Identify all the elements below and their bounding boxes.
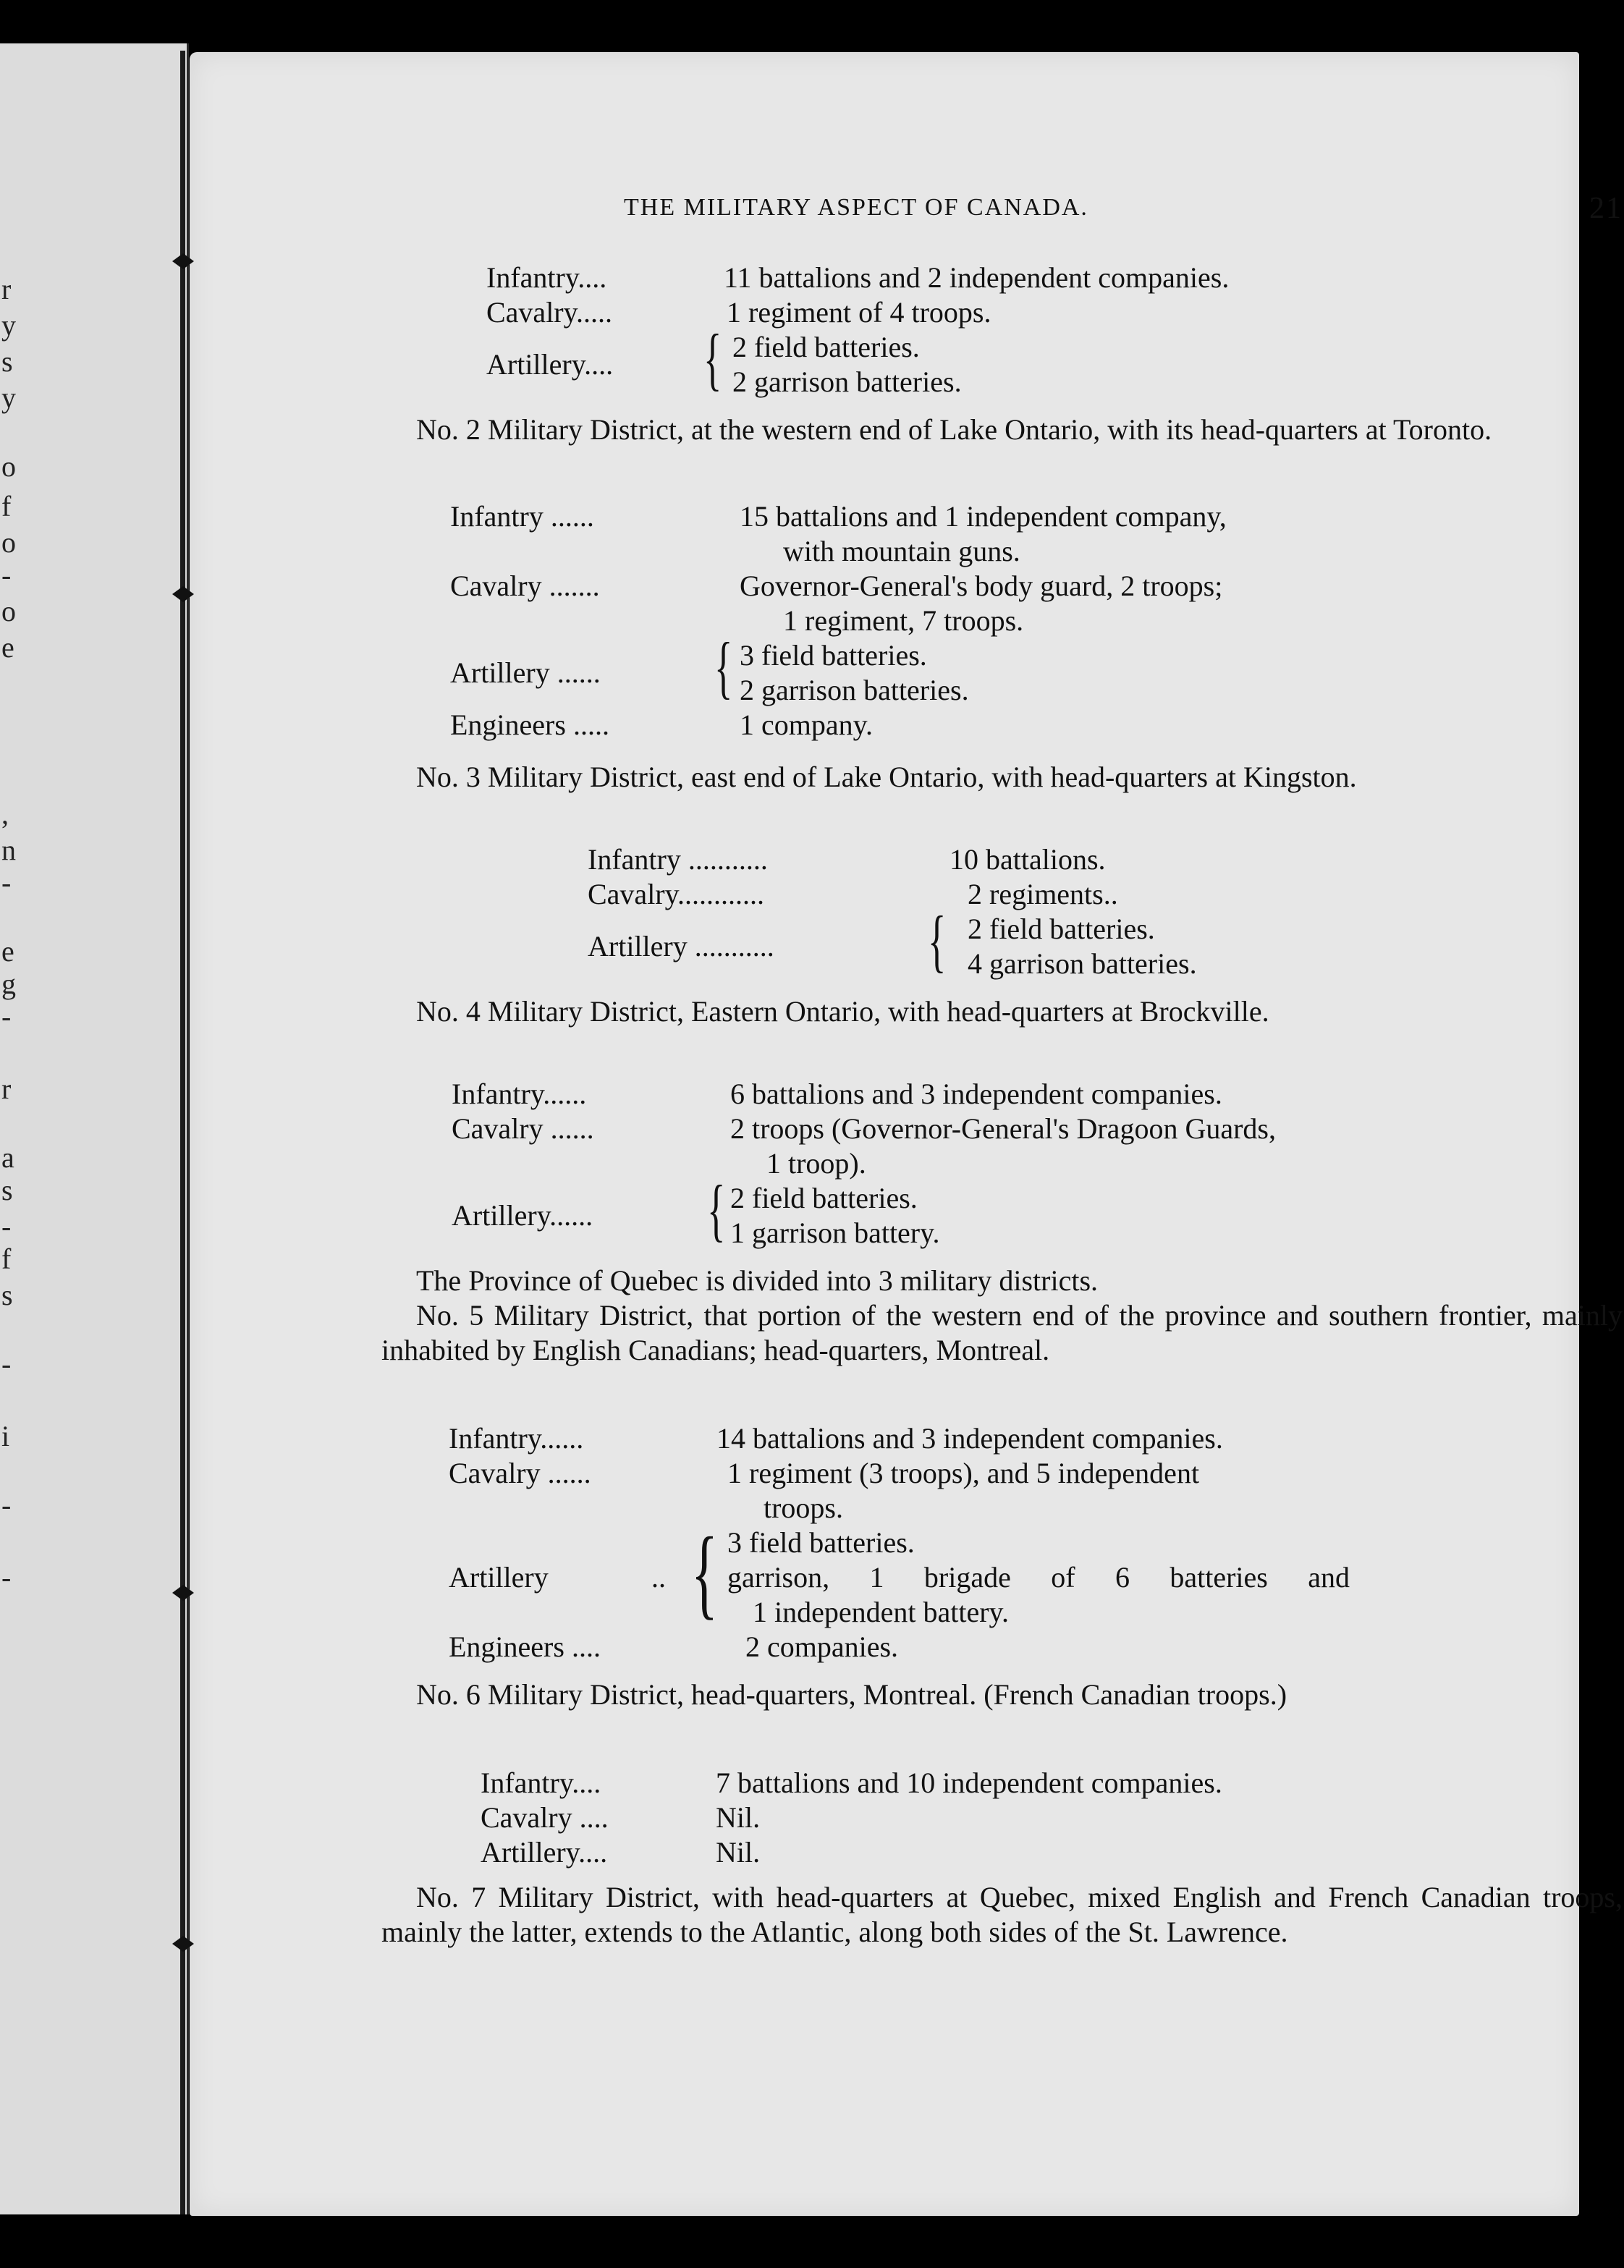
list-item [449,1491,1621,1526]
branch-value: 2 field batteries. [732,331,920,363]
brace-glyph: { [714,628,733,706]
district6-intro [381,1677,1623,1712]
list-item [449,1517,1621,1630]
list-item [481,1835,1610,1870]
list-item [450,534,1608,569]
paragraph-text: No. 6 Military District, head-quarters, Montreal. (French Canadian troops.) [416,1678,1287,1711]
list-item [452,1146,1624,1181]
branch-value: 1 troop). [766,1147,866,1180]
branch-label: Cavalry ....... [450,570,600,602]
branch-label: Cavalry ...... [452,1112,594,1145]
facing-page-fragment: - [1,559,12,591]
facing-page-fragment: - [1,1000,12,1033]
facing-page-fragment: s [1,345,13,378]
branch-value: 3 field batteries. [727,1526,915,1559]
list-item [449,1456,1621,1491]
facing-page-fragment: g [1,968,16,1000]
branch-value: 2 garrison batteries. [740,674,969,706]
branch-label: Infantry ...... [450,500,594,533]
facing-page-fragment: - [1,1347,12,1380]
quebec-paragraph [381,1264,1623,1298]
facing-page-fragment: o [1,595,16,627]
facing-page-fragment: - [1,1210,12,1243]
district2-list [450,499,1608,742]
branch-label: Infantry.... [486,261,607,294]
list-item [452,1077,1624,1112]
branch-value: Nil. [716,1836,761,1869]
facing-page-fragment: - [1,1489,12,1521]
branch-value: 4 garrison batteries. [968,947,1197,980]
facing-page-fragment: y [1,309,16,342]
list-item [588,877,1601,912]
branch-value: Governor-General's body guard, 2 troops; [740,570,1223,602]
district3-intro [381,760,1623,795]
list-item [486,320,1572,399]
facing-page-fragment: - [1,866,12,899]
district3-list [588,842,1601,981]
branch-label: Artillery...... [452,1199,593,1232]
paragraph-text: The Province of Quebec is divided into 3 military districts. [416,1264,1099,1297]
branch-label: Infantry...... [452,1078,587,1110]
district5-intro [381,1298,1623,1368]
branch-value: 10 battalions. [950,843,1106,876]
branch-label: Engineers .... [449,1630,601,1663]
facing-page-fragment: s [1,1279,13,1311]
facing-page-fragment: e [1,631,14,664]
branch-value: 14 battalions and 3 independent companies. [716,1422,1223,1455]
district5-list [449,1421,1621,1664]
branch-value: 2 garrison batteries. [732,365,962,398]
district6-list [481,1766,1610,1870]
district4-intro [381,994,1623,1029]
paragraph-text: No. 5 Military District, that portion of the western end of the province and southern frontier, mainly inhabited by English Canadians; head-quarters, Montreal. [381,1299,1623,1366]
facing-page-edge [0,43,189,2214]
list-item [588,902,1601,981]
branch-label: Cavalry ...... [449,1457,591,1489]
branch-value: 6 battalions and 3 independent companies. [730,1078,1222,1110]
list-item [588,842,1601,877]
facing-page-fragment: n [1,834,16,866]
district1-list [486,261,1572,399]
list-item [452,1171,1624,1251]
paragraph-text: No. 4 Military District, Eastern Ontario, with head-quarters at Brockville. [416,995,1269,1028]
branch-value: 11 battalions and 2 independent companies. [724,261,1230,294]
list-item [481,1801,1610,1835]
facing-page-fragment: o [1,450,16,483]
facing-page-fragment: a [1,1141,14,1174]
branch-label: Artillery [449,1561,549,1594]
branch-value: 2 companies. [745,1630,899,1663]
branch-label: Artillery ........... [588,930,774,962]
branch-label: Infantry ........... [588,843,768,876]
facing-page-fragment: o [1,526,16,559]
list-item [486,261,1572,295]
branch-label: Cavalry............ [588,878,765,910]
list-item [450,604,1608,638]
facing-page-fragment: f [1,1243,12,1275]
binding-line [180,51,185,2214]
list-item [452,1112,1624,1146]
branch-value: 2 troops (Governor-General's Dragoon Guards, [730,1112,1276,1145]
branch-value: 1 regiment of 4 troops. [727,296,991,329]
list-item [449,1630,1621,1664]
paragraph-text: No. 2 Military District, at the western end of Lake Ontario, with its head-quarters at Toronto. [416,413,1492,446]
facing-page-fragment: r [1,1072,12,1105]
paragraph-text: No. 7 Military District, with head-quarters at Quebec, mixed English and French Canadian troops, mainly the latter, extends to the Atlantic, along both sides of the St. Lawrence. [381,1881,1623,1948]
branch-label: Cavalry..... [486,296,613,329]
branch-value: 1 company. [740,708,874,741]
list-item [450,499,1608,534]
list-item [481,1766,1610,1801]
branch-value: troops. [764,1491,843,1524]
branch-value: garrison, 1 brigade of 6 batteries and [727,1561,1350,1594]
branch-value: with mountain guns. [783,535,1020,567]
list-item [449,1421,1621,1456]
brace-glyph: { [691,1517,718,1629]
running-title: THE MILITARY ASPECT OF CANADA. [624,194,1088,221]
branch-label: Artillery ...... [450,656,601,689]
branch-label: Artillery.... [486,348,614,381]
branch-value: 1 garrison battery. [730,1216,940,1249]
branch-value: 3 field batteries. [740,639,927,672]
branch-label: Artillery.... [481,1836,608,1869]
paragraph-text: No. 3 Military District, east end of Lake Ontario, with head-quarters at Kingston. [416,761,1357,793]
facing-page-fragment: f [1,490,12,522]
branch-value: 1 regiment (3 troops), and 5 independent [727,1457,1200,1489]
brace-glyph: { [928,902,947,979]
branch-label: Cavalry .... [481,1801,609,1834]
branch-value: 7 battalions and 10 independent companies. [716,1766,1222,1799]
branch-value: 2 field batteries. [968,913,1155,945]
branch-label: Engineers ..... [450,708,609,741]
branch-value: Nil. [716,1801,761,1834]
brace-glyph: { [707,1171,726,1248]
leader-dots: .. [651,1561,666,1594]
list-item [486,295,1572,330]
facing-page-fragment: - [1,1561,12,1594]
branch-value: 1 independent battery. [753,1596,1009,1628]
branch-value: 2 regiments.. [968,878,1118,910]
branch-label: Infantry...... [449,1422,584,1455]
district2-intro [381,412,1623,447]
branch-label: Infantry.... [481,1766,601,1799]
list-item [450,708,1608,742]
facing-page-fragment: s [1,1174,13,1206]
facing-page-fragment: , [1,797,9,830]
brace-glyph: { [703,320,722,397]
facing-page-fragment: e [1,935,14,968]
page-content [190,0,1623,2268]
facing-page-fragment: r [1,273,12,305]
branch-value: 2 field batteries. [730,1182,918,1214]
branch-value: 15 battalions and 1 independent company, [740,500,1227,533]
page-number: 21 [1589,192,1623,225]
list-item [450,569,1608,604]
list-item [450,628,1608,708]
district4-list [452,1077,1624,1251]
branch-value: 1 regiment, 7 troops. [783,604,1024,637]
facing-page-fragment: y [1,381,16,414]
facing-page-fragment: i [1,1420,10,1452]
district7-intro [381,1880,1623,1950]
